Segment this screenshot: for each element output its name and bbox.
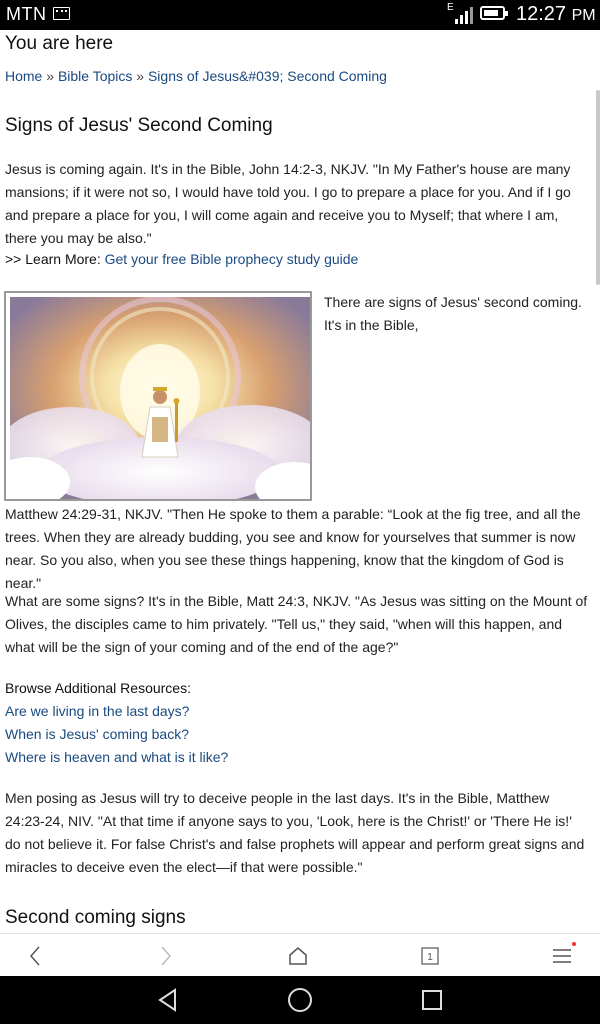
page-content[interactable]	[0, 30, 600, 933]
study-guide-link[interactable]: Get your free Bible prophecy study guide	[104, 251, 359, 267]
tabs-button[interactable]	[400, 934, 460, 977]
menu-icon	[551, 946, 573, 966]
breadcrumb-home[interactable]: Home	[5, 68, 43, 84]
triangle-back-icon	[155, 987, 181, 1013]
signal-icon	[447, 4, 473, 24]
second-coming-signs-heading: Second coming signs	[5, 907, 186, 928]
home-button[interactable]	[268, 934, 328, 977]
browse-heading: Browse Additional Resources:	[5, 680, 191, 696]
forward-icon	[159, 945, 173, 967]
jesus-clouds-image[interactable]	[4, 291, 312, 501]
coming-back-link[interactable]: When is Jesus' coming back?	[5, 726, 189, 742]
carrier-name: MTN	[6, 4, 47, 24]
tabs-icon	[420, 945, 440, 967]
breadcrumb-bible-topics[interactable]: Bible Topics	[57, 68, 133, 84]
page-title: Signs of Jesus' Second Coming	[5, 115, 273, 136]
intro-paragraph: Jesus is coming again. It's in the Bible, John 14:2-3, NKJV. "In My Father's house are many mansions; if it were not so, I would have told you. I go to prepare a place for you. And if I go and prepare a place for you, I will come again and receive you to Myself; that where I am, there you may be also."	[5, 161, 571, 246]
scrollbar[interactable]	[596, 90, 600, 285]
keyboard-icon	[53, 7, 70, 20]
system-home-button[interactable]	[260, 976, 340, 1024]
breadcrumb-current[interactable]: Signs of Jesus&#039; Second Coming	[147, 68, 387, 84]
back-icon	[28, 945, 42, 967]
circle-home-icon	[286, 986, 314, 1014]
status-bar	[0, 0, 600, 30]
browse-resources	[5, 677, 228, 769]
matthew-paragraph: Matthew 24:29-31, NKJV. "Then He spoke to them a parable: “Look at the fig tree, and all the trees. When they are already budding, you see and know for yourselves that summer is now near. So you also, when you see these things happening, know that the kingdom of God is near."	[5, 506, 581, 591]
clock: 12:27 PM	[516, 3, 596, 25]
learn-more	[5, 251, 358, 267]
browser-toolbar	[0, 933, 600, 977]
learn-more-label: >> Learn More:	[5, 251, 101, 267]
system-recents-button[interactable]	[392, 976, 472, 1024]
last-days-link[interactable]: Are we living in the last days?	[5, 703, 190, 719]
side-text: There are signs of Jesus' second coming. It's in the Bible,	[324, 294, 582, 333]
breadcrumb: Home » Bible Topics » Signs of Jesus&#039; Second Coming	[5, 68, 387, 84]
you-are-here-heading: You are here	[5, 33, 114, 54]
signs-paragraph: What are some signs? It's in the Bible, Matt 24:3, NKJV. "As Jesus was sitting on the Mount of Olives, the disciples came to him privately. "Tell us," they said, "when will this happen, and what will be the sign of your coming and of the end of the age?"	[5, 593, 588, 655]
network-type: E	[447, 2, 454, 13]
false-christs-paragraph: Men posing as Jesus will try to deceive people in the last days. It's in the Bible, Matthew 24:23-24, NIV. "At that time if anyone says to you, 'Look, here is the Christ!' or 'There He is!' do not believe it. For false Christ's and false prophets will appear and perform great signs and miracles to deceive even the elect—if that were possible."	[5, 790, 585, 875]
back-button[interactable]	[5, 934, 65, 977]
notification-dot	[572, 942, 576, 946]
battery-icon	[480, 6, 505, 20]
system-nav-bar	[0, 976, 600, 1024]
square-recents-icon	[420, 988, 444, 1012]
jesus-illustration	[10, 297, 310, 499]
system-back-button[interactable]	[128, 976, 208, 1024]
svg-text:1: 1	[427, 951, 433, 963]
heaven-link[interactable]: Where is heaven and what is it like?	[5, 749, 229, 765]
home-icon	[287, 945, 309, 967]
menu-button[interactable]	[532, 934, 592, 977]
forward-button[interactable]	[136, 934, 196, 977]
